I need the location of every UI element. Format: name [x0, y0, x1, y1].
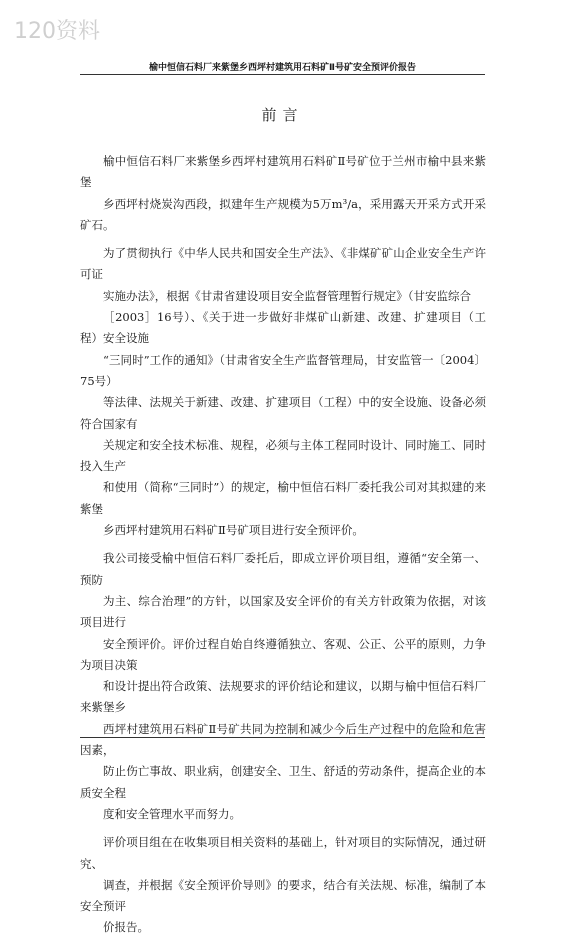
text-line: 等法律、法规关于新建、改建、扩建项目（工程）中的安全设施、设备必须符合国家有: [80, 395, 486, 431]
text-line: 和使用（简称“三同时”）的规定，榆中恒信石料厂委托我公司对其拟建的来紫堡: [80, 480, 486, 516]
text-line: ［2003］16号）、《关于进一步做好非煤矿山新建、改建、扩建项目（工程）安全设施: [80, 310, 486, 346]
paragraph-1: [80, 151, 486, 236]
text-line: 乡西坪村烧炭沟西段，拟建年生产规模为5万m³/a，采用露天开采方式开采矿石。: [80, 196, 486, 232]
text-line: 为主、综合治理”的方针，以国家及安全评价的有关方针政策为依据，对该项目进行: [80, 593, 486, 630]
text-line: 西坪村建筑用石料矿Ⅱ号矿共同为控制和减少今后生产过程中的危险和危害因素，: [80, 721, 486, 758]
paragraph-4: [80, 832, 486, 938]
text-line: 实施办法》，根据《甘肃省建设项目安全监督管理暂行规定》（甘安监综合: [103, 288, 471, 303]
body-text: [80, 151, 486, 946]
text-line: “三同时”工作的通知》（甘肃省安全生产监督管理局，甘安监管一〔2004〕75号）: [80, 352, 486, 388]
header-divider: [80, 74, 485, 75]
paragraph-3: [80, 548, 486, 825]
text-line: 榆中恒信石料厂来紫堡乡西坪村建筑用石料矿Ⅱ号矿位于兰州市榆中县来紫堡: [80, 154, 486, 190]
paragraph-2: [80, 243, 486, 541]
text-line: 关规定和安全技术标准、规程，必须与主体工程同时设计、同时施工、同时投入生产: [80, 437, 486, 474]
footer-divider: [80, 737, 485, 738]
text-line: 评价项目组在在收集项目相关资料的基础上，针对项目的实际情况，通过研究、: [80, 835, 486, 871]
text-line: 为了贯彻执行《中华人民共和国安全生产法》、《非煤矿矿山企业安全生产许可证: [80, 246, 486, 282]
text-line: 安全预评价。评价过程自始自终遵循独立、客观、公正、公平的原则，力争为项目决策: [80, 636, 486, 672]
section-title: 前言: [261, 106, 304, 124]
text-line: 调查，并根据《安全预评价导则》的要求，结合有关法规、标准，编制了本安全预评: [80, 877, 486, 914]
text-line: 价报告。: [103, 920, 149, 935]
watermark: 120资料: [14, 19, 100, 44]
text-line: 乡西坪村建筑用石料矿Ⅱ号矿项目进行安全预评价。: [103, 523, 364, 538]
text-line: 我公司接受榆中恒信石料厂委托后，即成立评价项目组，遵循“安全第一、预防: [80, 551, 486, 587]
text-line: 防止伤亡事故、职业病，创建安全、卫生、舒适的劳动条件，提高企业的本质安全程: [80, 764, 486, 800]
text-line: 和设计提出符合政策、法规要求的评价结论和建议，以期与榆中恒信石料厂来紫堡乡: [80, 679, 486, 715]
page-header: 榆中恒信石料厂来紫堡乡西坪村建筑用石料矿Ⅱ号矿安全预评价报告: [149, 63, 416, 73]
text-line: 度和安全管理水平而努力。: [103, 806, 241, 821]
